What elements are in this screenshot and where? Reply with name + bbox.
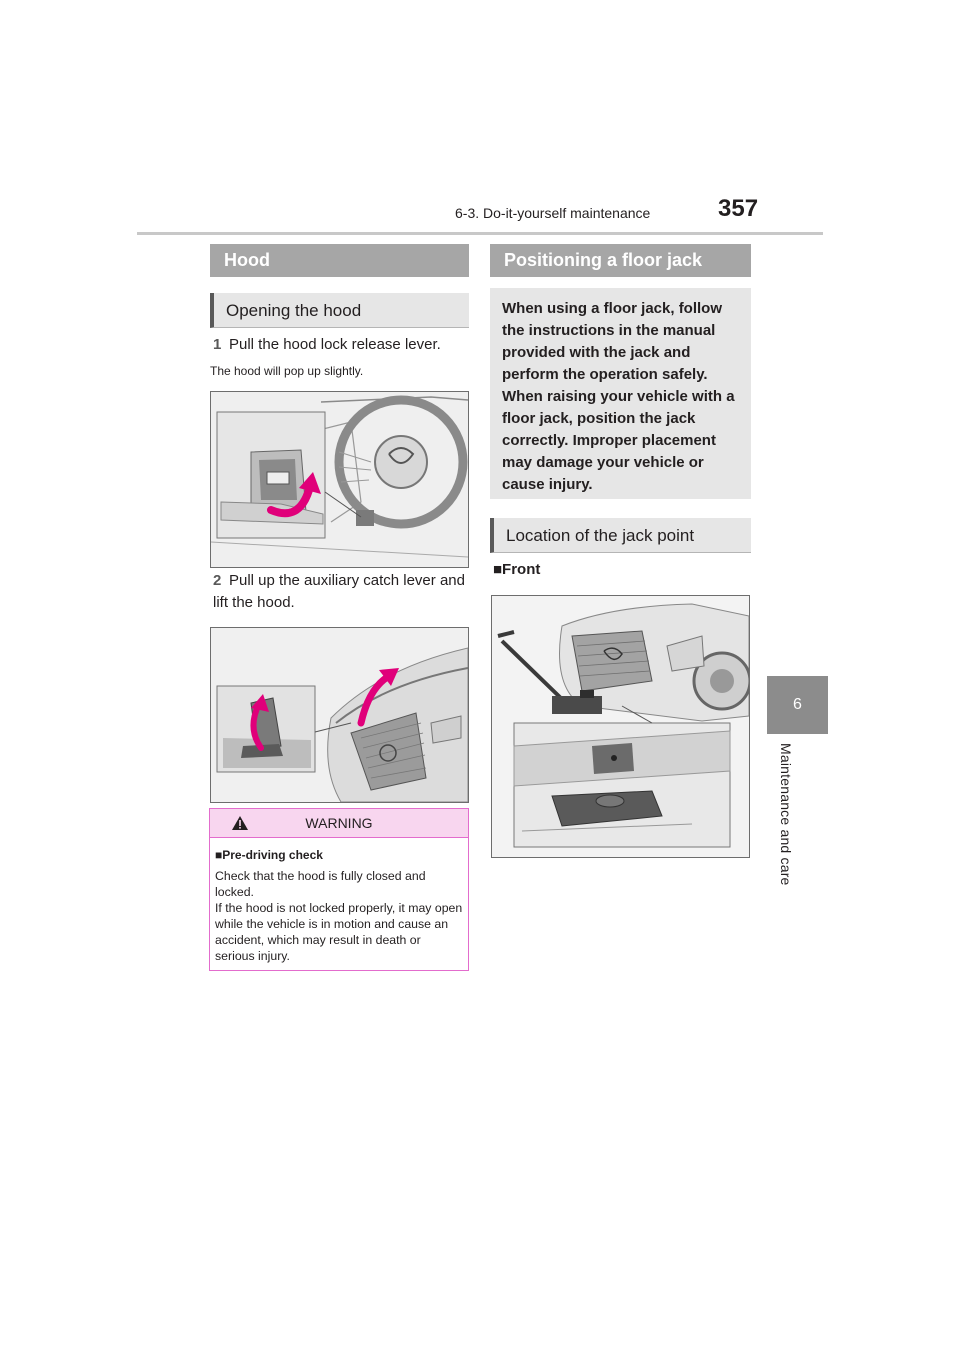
step-2 [213,570,468,614]
hood-heading: Hood [210,244,469,277]
floor-jack-intro-box [490,288,751,499]
floor-jack-intro-text: When using a floor jack, follow the instructions in the manual provided with the jack and perform the operation safely. When raising your vehicle with a floor jack, position the jack correctly. Improper placement may damage your vehicle or cause injury. [502,300,735,493]
warning-header [210,809,468,838]
auxiliary-catch-illustration [210,627,469,803]
step-2-text: Pull up the auxiliary catch lever and lift the hood. [213,572,465,611]
chapter-number: 6 [793,696,802,713]
opening-hood-subheading: Opening the hood [210,293,469,328]
jack-point-subheading: Location of the jack point [490,518,751,553]
warning-label: WARNING [305,815,373,831]
step-1-number: 1 [213,336,222,353]
page-number: 357 [718,195,759,222]
chapter-title: Maintenance and care [778,743,794,886]
floor-jack-heading: Positioning a floor jack [490,244,751,277]
warning-box [209,808,469,971]
front-label: ■Front [493,561,541,578]
warning-text: Check that the hood is fully closed and locked. If the hood is not locked properly, it may open while the vehicle is in motion and cause an accident, which may result in death or serious injury. [215,869,463,963]
jack-point-illustration [491,595,750,858]
step-1-text: Pull the hood lock release lever. [229,336,441,353]
header-rule [137,232,823,235]
section-title: 6-3. Do-it-yourself maintenance [455,205,651,221]
step-1-note: The hood will pop up slightly. [210,364,364,378]
warning-triangle-icon [231,815,249,831]
warning-title: ■Pre-driving check [215,848,323,862]
hood-release-illustration [210,391,469,568]
step-2-number: 2 [213,572,222,589]
step-1 [213,334,473,356]
